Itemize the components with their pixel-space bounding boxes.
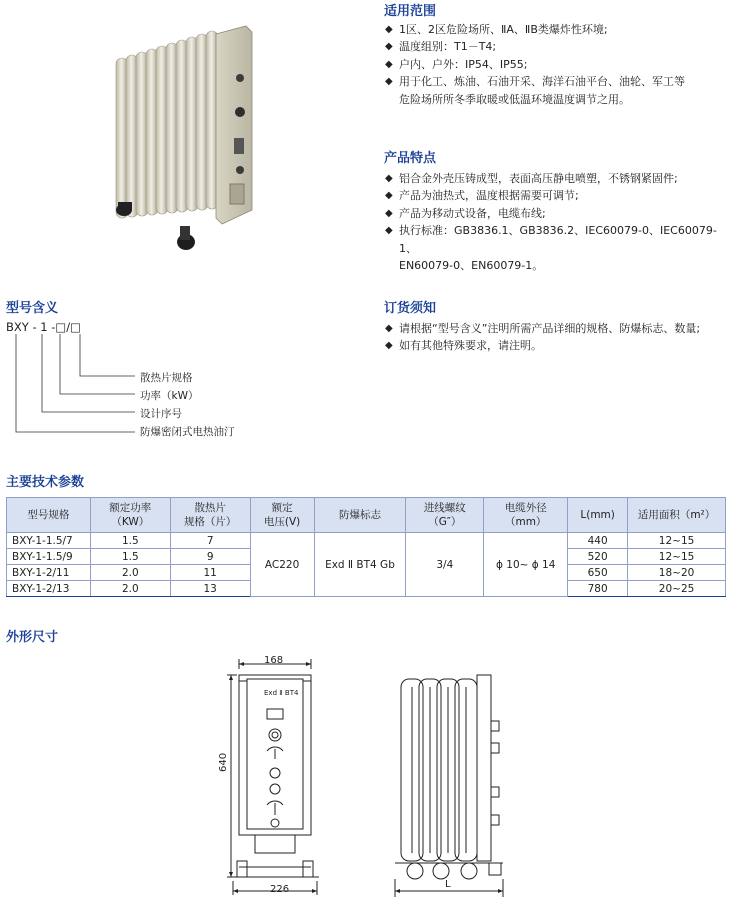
model-code-num: 1 xyxy=(40,320,48,334)
list-item: ◆ 户内、户外：IP54、IP55; xyxy=(385,56,730,73)
header-thread: 进线螺纹 （G″） xyxy=(406,498,484,533)
list-item: ◆ 1区、2区危险场所、ⅡA、ⅡB类爆炸性环境; xyxy=(385,21,730,38)
model-code-slash: / xyxy=(66,320,71,334)
model-code-box: □ xyxy=(70,320,82,334)
thread-cell: 3/4 xyxy=(406,533,484,597)
list-item: ◆ 温度组别：T1－T4; xyxy=(385,38,730,55)
diamond-bullet-icon: ◆ xyxy=(385,323,393,334)
order-list xyxy=(385,320,730,355)
diamond-bullet-icon: ◆ xyxy=(385,173,393,184)
header-cable: 电缆外径 （mm） xyxy=(484,498,568,533)
diamond-bullet-icon: ◆ xyxy=(385,225,393,237)
model-legend-product: 防爆密闭式电热油汀 xyxy=(140,426,235,438)
model-legend-power: 功率（kW） xyxy=(140,390,199,402)
diamond-bullet-icon: ◆ xyxy=(385,24,393,35)
voltage-cell: AC220 xyxy=(250,533,314,597)
features-title: 产品特点 xyxy=(384,151,437,166)
model-legend-design: 设计序号 xyxy=(140,408,182,420)
model-code-prefix: BXY xyxy=(6,320,29,334)
front-panel-mark: Exd Ⅱ BT4 xyxy=(264,689,299,697)
model-legend-fin: 散热片规格 xyxy=(140,372,193,384)
table-header-row xyxy=(7,498,726,533)
side-length-label: L xyxy=(445,879,451,890)
table-row: BXY-1-2/13 2.0 13 780 20~25 xyxy=(7,581,726,597)
diamond-bullet-icon: ◆ xyxy=(385,76,393,88)
side-view-drawing xyxy=(385,665,515,903)
table-row: BXY-1-1.5/9 1.5 9 520 12~15 xyxy=(7,549,726,565)
list-item: ◆ 产品为油热式，温度根据需要可调节; xyxy=(385,187,730,204)
header-ex-mark: 防爆标志 xyxy=(314,498,406,533)
list-item: ◆ 执行标准：GB3836.1、GB3836.2、IEC60079-0、IEC60079-1、 EN60079-0、EN60079-1。 xyxy=(385,224,717,273)
list-item: ◆ 请根据“型号含义”注明所需产品详细的规格、防爆标志、数量; xyxy=(385,320,730,337)
specs-title: 主要技术参数 xyxy=(6,475,85,490)
header-power: 额定功率 （KW） xyxy=(90,498,170,533)
scope-list xyxy=(385,21,730,108)
dimensions-title: 外形尺寸 xyxy=(6,630,59,645)
header-length: L(mm) xyxy=(568,498,628,533)
spec-table xyxy=(6,497,726,597)
model-code-box: □ xyxy=(55,320,67,334)
list-item: ◆ 如有其他特殊要求，请注明。 xyxy=(385,337,730,354)
scope-title: 适用范围 xyxy=(384,4,437,19)
model-code-sep: - xyxy=(51,320,56,334)
oil-heater-illustration xyxy=(100,20,270,260)
model-code-leader-lines xyxy=(0,330,150,445)
list-item: ◆ 产品为移动式设备，电缆布线; xyxy=(385,205,730,222)
header-model: 型号规格 xyxy=(7,498,91,533)
order-title: 订货须知 xyxy=(384,301,437,316)
diamond-bullet-icon: ◆ xyxy=(385,190,393,202)
features-list xyxy=(385,170,730,274)
header-area: 适用面积（m²） xyxy=(628,498,726,533)
diamond-bullet-icon: ◆ xyxy=(385,41,393,53)
front-base-width-label: 226 xyxy=(270,884,290,895)
header-fins: 散热片 规格（片） xyxy=(170,498,250,533)
model-title: 型号含义 xyxy=(6,301,59,316)
list-item: ◆ 铝合金外壳压铸成型，表面高压静电喷塑，不锈钢紧固件; xyxy=(385,170,730,187)
model-code-sep: - xyxy=(32,320,37,334)
ex-mark-cell: Exd Ⅱ BT4 Gb xyxy=(314,533,406,597)
front-width-label: 168 xyxy=(264,655,284,666)
product-photo xyxy=(100,20,270,260)
diamond-bullet-icon: ◆ xyxy=(385,207,393,219)
table-row: BXY-1-2/11 2.0 11 650 18~20 xyxy=(7,565,726,581)
diamond-bullet-icon: ◆ xyxy=(385,58,393,70)
table-row: BXY-1-1.5/7 1.5 7 AC220 Exd Ⅱ BT4 Gb 3/4 ϕ 10~ ϕ 14 440 12~15 xyxy=(7,533,726,549)
cable-cell: ϕ 10~ ϕ 14 xyxy=(484,533,568,597)
header-voltage: 额定 电压(V) xyxy=(250,498,314,533)
list-item: ◆ 用于化工、炼油、石油开采、海洋石油平台、油轮、军工等 危险场所所冬季取暖或低温环境温度调节之用。 xyxy=(385,75,685,106)
diamond-bullet-icon: ◆ xyxy=(385,340,393,352)
front-height-label: 640 xyxy=(218,752,229,772)
